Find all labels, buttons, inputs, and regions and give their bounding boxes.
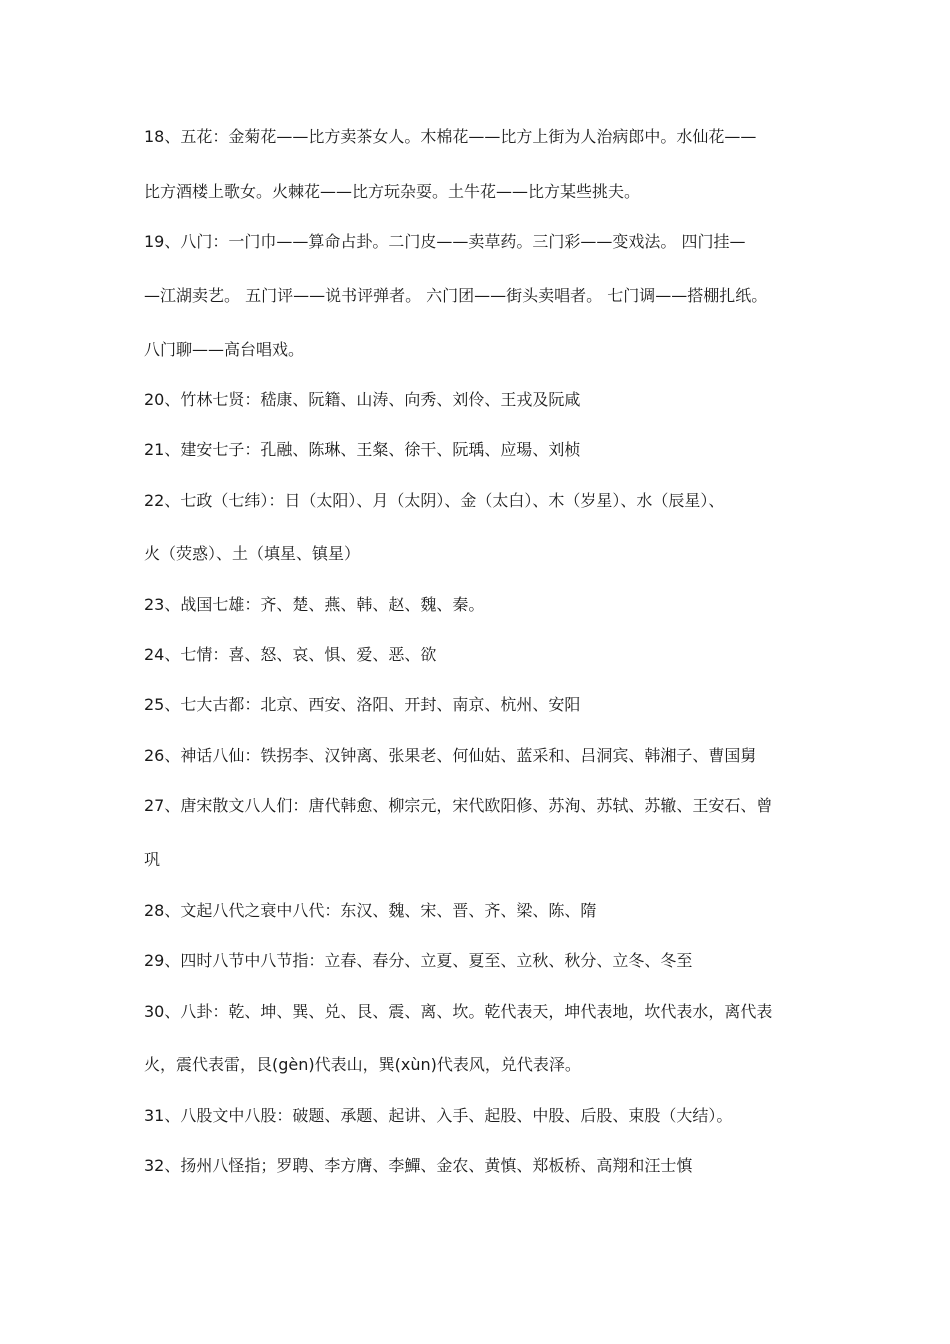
text-line: 比方酒楼上歌女。火棘花——比方玩杂耍。土牛花——比方某些挑夫。 [144,182,641,201]
text-line: 火，震代表雷，艮(gèn)代表山，巽(xùn)代表风，兑代表泽。 [144,1055,581,1074]
text-line: 18、五花：金菊花——比方卖茶女人。木棉花——比方上街为人治病郎中。水仙花—— [144,127,757,146]
text-line: 22、七政（七纬）：日（太阳）、月（太阴）、金（太白）、木（岁星）、水（辰星）、 [144,491,725,510]
text-line: 25、七大古都：北京、西安、洛阳、开封、南京、杭州、安阳 [144,695,581,714]
text-line: 21、建安七子：孔融、陈琳、王粲、徐干、阮瑀、应瑒、刘桢 [144,440,581,459]
text-line: —江湖卖艺。 五门评——说书评弹者。 六门团——街头卖唱者。 七门调——搭棚扎纸。 [144,286,768,305]
text-line: 巩 [144,850,161,869]
text-line: 24、七情：喜、怒、哀、惧、爱、恶、欲 [144,645,437,664]
text-line: 28、文起八代之衰中八代：东汉、魏、宋、晋、齐、梁、陈、隋 [144,901,597,920]
text-line: 32、扬州八怪指；罗聘、李方膺、李鱓、金农、黄慎、郑板桥、高翔和汪士慎 [144,1156,693,1175]
text-line: 27、唐宋散文八人们：唐代韩愈、柳宗元，宋代欧阳修、苏洵、苏轼、苏辙、王安石、曾 [144,796,773,815]
text-line: 八门聊——高台唱戏。 [144,340,305,359]
text-line: 31、八股文中八股：破题、承题、起讲、入手、起股、中股、后股、束股（大结）。 [144,1106,733,1125]
text-line: 23、战国七雄：齐、楚、燕、韩、赵、魏、秦。 [144,595,485,614]
text-line: 火（荧惑）、土（填星、镇星） [144,544,361,563]
text-line: 19、八门：一门巾——算命占卦。二门皮——卖草药。三门彩——变戏法。 四门挂— [144,232,746,251]
text-line: 26、神话八仙：铁拐李、汉钟离、张果老、何仙姑、蓝采和、吕洞宾、韩湘子、曹国舅 [144,746,757,765]
text-line: 30、八卦：乾、坤、巽、兑、艮、震、离、坎。乾代表天，坤代表地，坎代表水，离代表 [144,1002,773,1021]
text-line: 20、竹林七贤：嵇康、阮籍、山涛、向秀、刘伶、王戎及阮咸 [144,390,581,409]
text-line: 29、四时八节中八节指：立春、春分、立夏、夏至、立秋、秋分、立冬、冬至 [144,951,693,970]
